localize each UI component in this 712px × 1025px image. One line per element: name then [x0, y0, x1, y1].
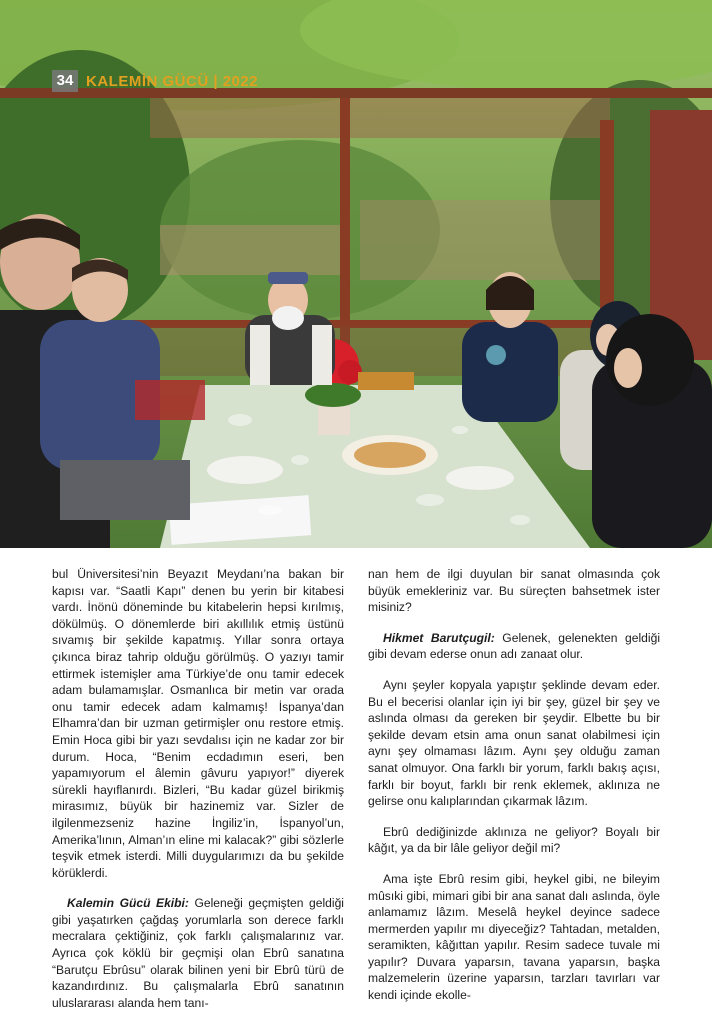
paragraph-text: Geleneği geçmişten geldiği gibi yaşatırken çağdaş yorumlarla son derece farklı mecralara çektiğiniz, çok farklı çalışmalarınız var. Ayrıca çok köklü bir geçmişi olan Ebrû sanatına “Barutçu Ebrûsu” olarak bilinen yeni bir Ebrû türü de kazandırdınız. Bu çalışmalarla Ebrû sanatının uluslararası alanda hem tanı- — [52, 896, 344, 1010]
paragraph: Ama işte Ebrû resim gibi, heykel gibi, ne bileyim mûsıki gibi, mimari gibi bir ana sanat dalı aslında, öyle anlamamız lâzım. Meselâ heykel deyince sadece mermerden yapılır mı diyeceğiz? Tahtadan, metalden, seramikten, kâğıttan yapılır. Resim sadece tuvale mi yapılır? Duvara yaparsın, tavana yaparsın, başka malzemelerin üzerine yaparsın, tarzları tavırları var kendi içinde ekolle- — [368, 871, 660, 1003]
paragraph-text: Gelenek, gelenekten geldiği gibi devam ederse onun adı zanaat olur. — [368, 630, 661, 662]
paragraph: nan hem de ilgi duyulan bir sanat olmasında çok büyük emekleriniz var. Bu süreçten bahsetmek ister misiniz? — [368, 567, 660, 615]
magazine-title: KALEMİN GÜCÜ | 2022 — [86, 72, 259, 90]
speaker-name: Hikmet Barutçugil: — [383, 630, 495, 645]
article-body — [52, 566, 660, 1025]
paragraph: bul Üniversitesi’nin Beyazıt Meydanı’na bakan bir kapısı var. “Saatli Kapı” denen bu yerin bir kitabesi vardı. İnönü döneminde bu kitabelerin hepsi kırılmış, dökülmüş. O dönemlerde biri akıllılık etmiş üstünü sıvamış bir şekilde kapatmış. Yıllar sonra ortaya çıkınca biraz tahrip olduğu görülmüş. O yazıyı tamir ettirmek istemişler ama Türkiye’de onu tamir edecek adam bulamamışlar. Osmanlıca bir metin var orada onu tamir edecek adam kalmamış! İspanya’dan Elhamra’dan bir uzman getirmişler onu restore etmiş. Emin Hoca gibi bir yazı sevdalısı için ne kadar zor bir durum. Hoca, “Benim ecdadımın eseri, ben yapamıyorum el âlemin gâvuru yapıyor!” diyerek sürekli hayıflanırdı. Bizleri, “Bu kadar güzel birikmiş mirasımız, büyük bir hazinemiz var. Sizler de ilgilenmezseniz hazine İngiliz’in, İspanyol’un, Amerika’lının, Alman’ın eline mi kalacak?” gibi sözlerle teşvik etmek isterdi. Milli duygularımızı da bu şekilde körüklerdi. — [52, 567, 344, 880]
paragraph — [368, 630, 660, 663]
column-right — [368, 566, 660, 1025]
page-header — [52, 70, 258, 92]
paragraph: Ebrû dediğinizde aklınıza ne geliyor? Boyalı bir kâğıt, ya da bir lâle geliyor değil mi? — [368, 824, 660, 856]
speaker-name: Kalemin Gücü Ekibi: — [67, 896, 189, 911]
column-left — [52, 566, 344, 1025]
paragraph: Aynı şeyler kopyala yapıştır şeklinde devam eder. Bu el becerisi olanlar için iyi bir şey, güzel bir şey ve aslında olması da gereken bir şeydir. Elbette bu bir şekilde devam etsin ama onun sanat olabilmesi için aynı şey olmaması lâzım. Aynı şey olduğu zaman sanat olmuyor. Ona farklı bir yorum, farklı bakış açısı, farklı bir boyut, farklı bir renk eklemek, aklınıza ne gelirse onu kalıplarından çıkarmak lâzım. — [368, 677, 660, 809]
page-number: 34 — [52, 70, 78, 92]
paragraph — [52, 895, 344, 1011]
